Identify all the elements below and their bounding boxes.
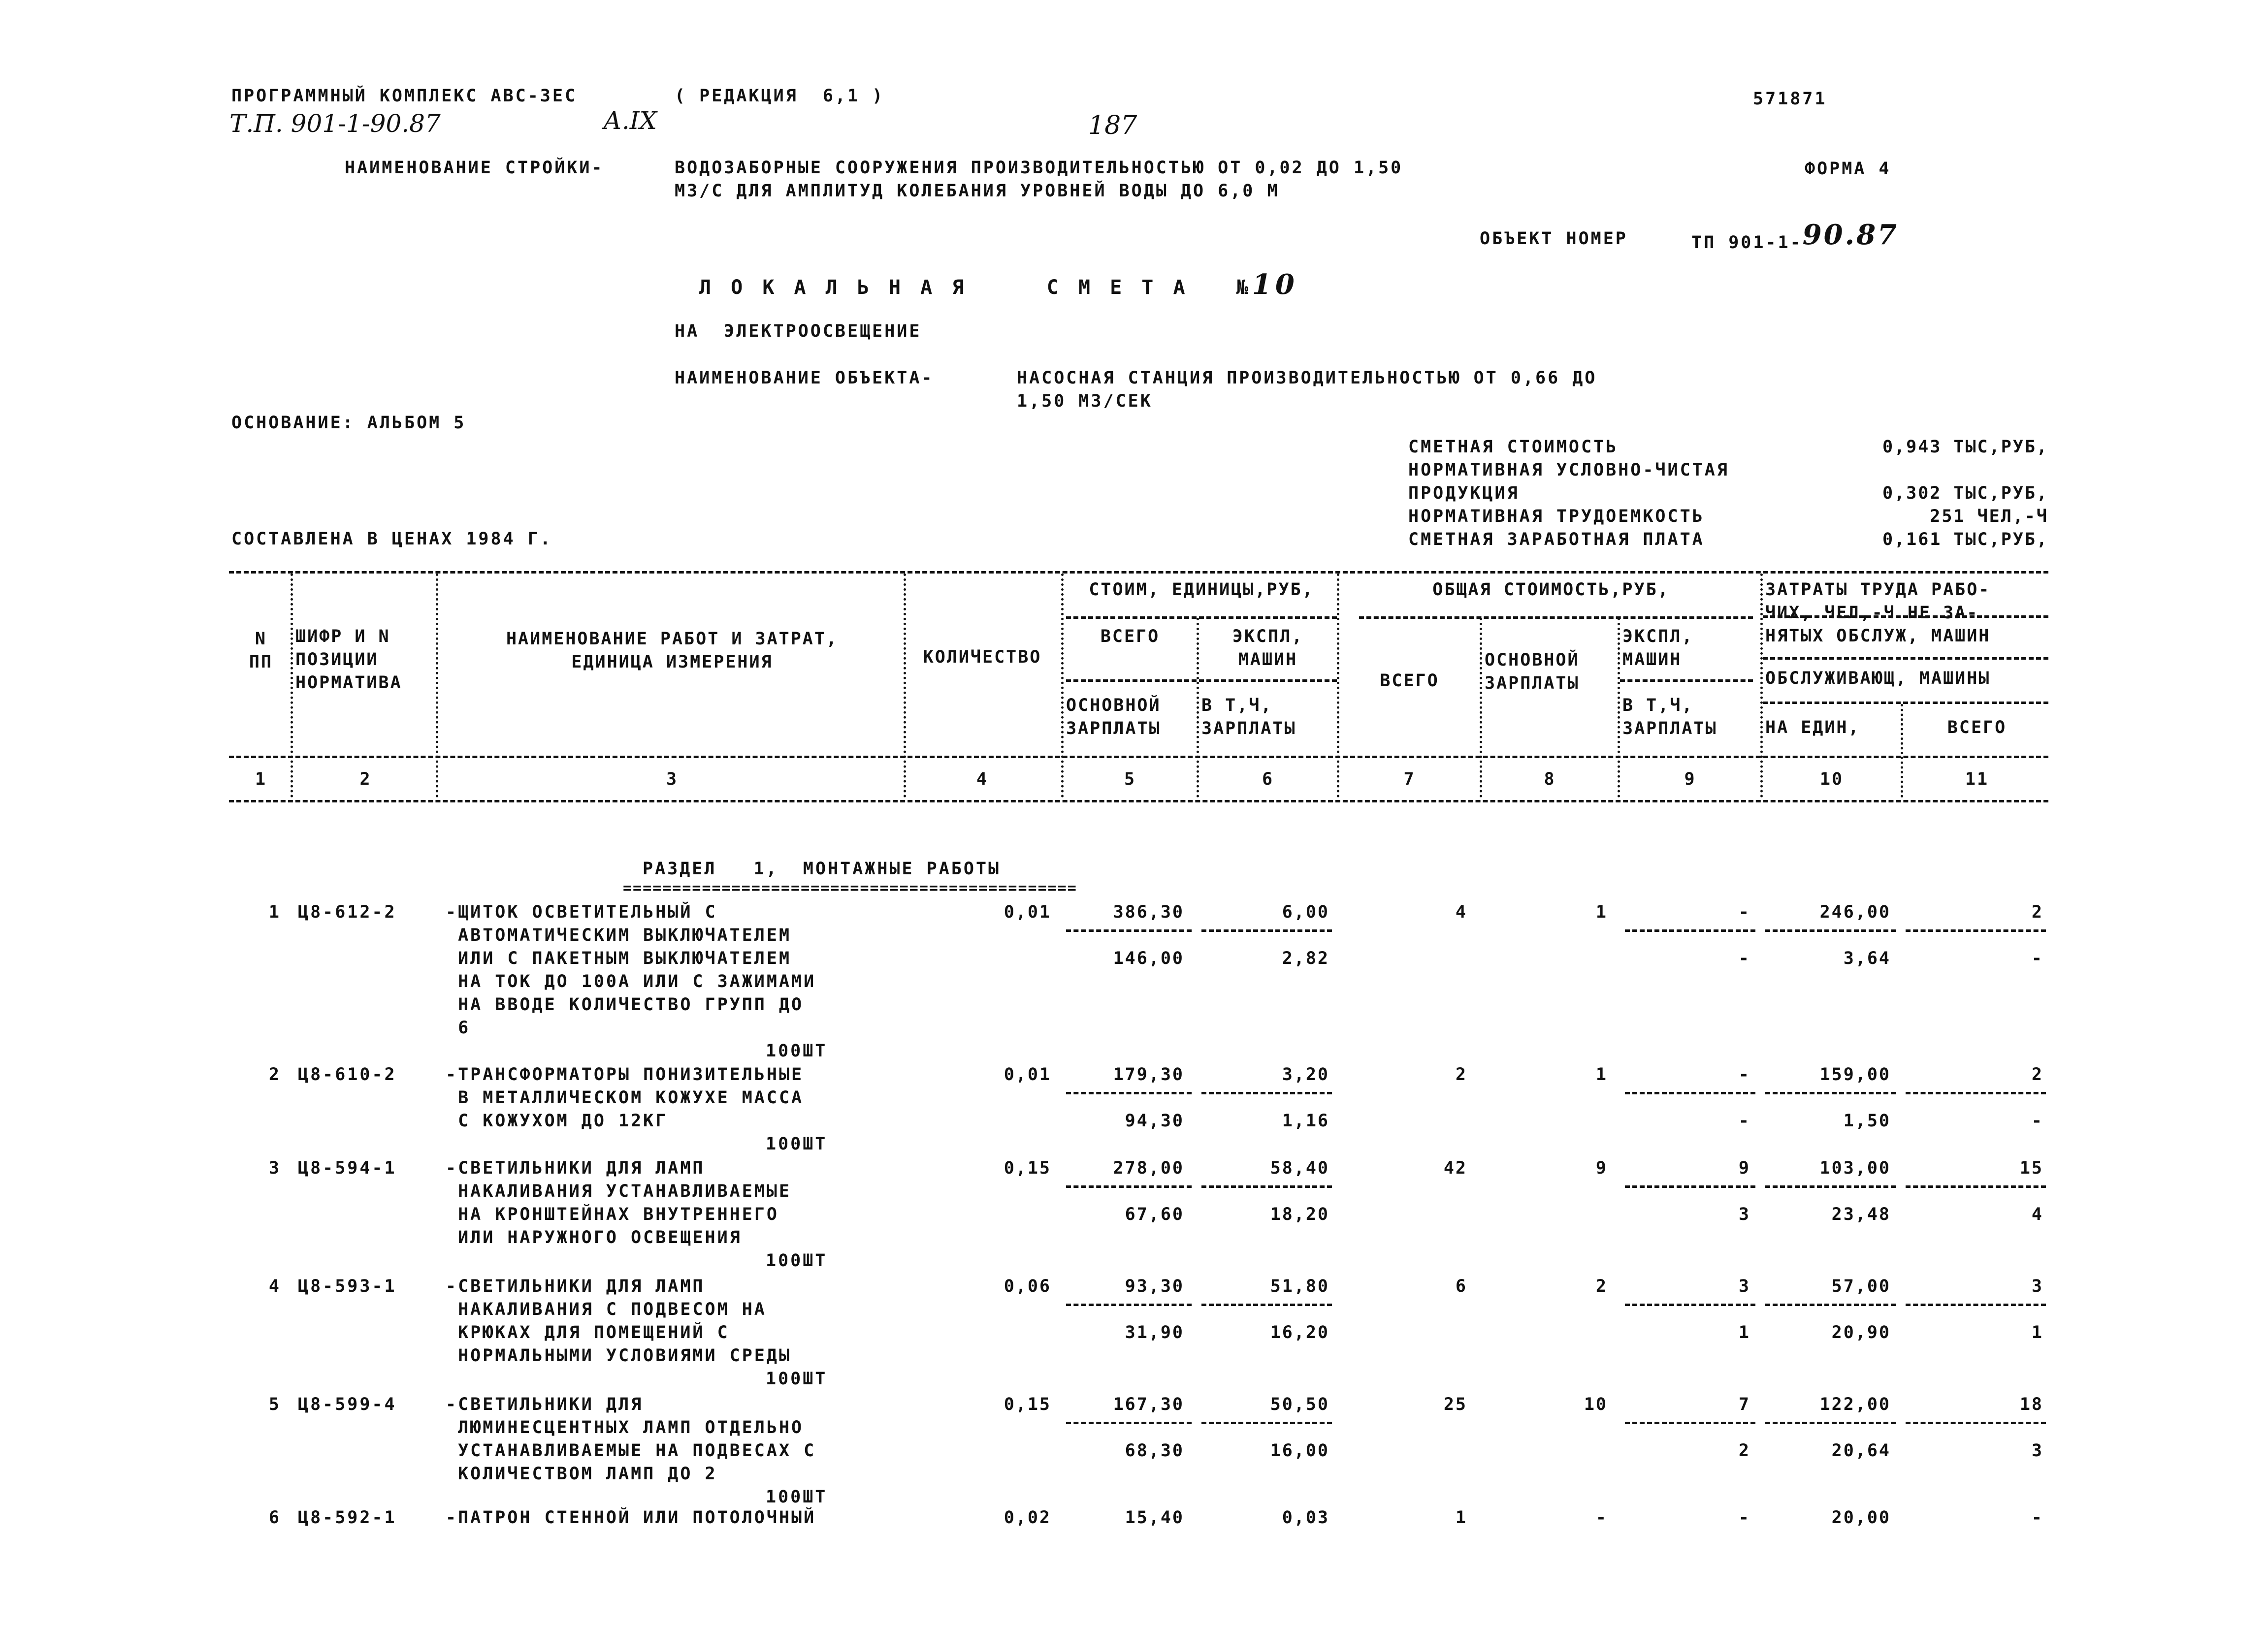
value-divider [1765,1185,1896,1188]
object-name-label: НАИМЕНОВАНИЕ ОБЪЕКТА- [675,368,934,388]
row-value-c8: - [1595,1508,1608,1528]
row-value-c10: 57,00 [1831,1277,1891,1296]
row-work-name: -ЩИТОК ОСВЕТИТЕЛЬНЫЙ С АВТОМАТИЧЕСКИМ ВЫКЛЮЧАТЕЛЕМ ИЛИ С ПАКЕТНЫМ ВЫКЛЮЧАТЕЛЕМ НА ТОК ДО 100А ИЛИ С ЗАЖИМАМИ НА ВВОДЕ КОЛИЧЕСТВО ГРУПП ДО 6 [446,902,816,1038]
value-divider [1201,1422,1332,1424]
row-unit: 100ШТ [766,1251,828,1271]
summary-label: СМЕТНАЯ ЗАРАБОТНАЯ ПЛАТА [1408,530,1705,549]
row-value-c11b: 1 [2031,1323,2043,1342]
object-number-handwritten: 90.87 [1802,219,1899,251]
row-value-c6b: 16,00 [1270,1441,1329,1461]
row-value-c6: 6,00 [1282,902,1329,922]
row-value-c10b: 23,48 [1831,1205,1891,1224]
row-value-c5b: 94,30 [1125,1111,1184,1131]
row-value-c7: 2 [1455,1065,1467,1085]
row-work-name: -СВЕТИЛЬНИКИ ДЛЯ ЛАМП НАКАЛИВАНИЯ УСТАНАВЛИВАЕМЫЕ НА КРОНШТЕЙНАХ ВНУТРЕННЕГО ИЛИ НАРУЖНОГО ОСВЕЩЕНИЯ [446,1158,792,1247]
col-number: 1 [255,769,267,789]
row-code: Ц8-612-2 [298,902,397,922]
row-code: Ц8-593-1 [298,1277,397,1296]
group-rule [1763,657,2048,660]
row-value-c5: 386,30 [1113,902,1184,922]
row-value-qty: 0,06 [1004,1277,1051,1296]
row-value-c5: 167,30 [1113,1395,1184,1414]
col-header-total-machines: ЭКСПЛ, МАШИН [1622,627,1694,670]
col-separator [904,574,906,798]
row-value-c5: 278,00 [1113,1158,1184,1178]
row-number: 6 [268,1508,281,1528]
value-divider [1066,1304,1192,1306]
row-number: 3 [268,1158,281,1178]
row-value-c5: 15,40 [1125,1508,1184,1528]
col-separator [1197,618,1199,798]
col-header-unit-machines: ЭКСПЛ, МАШИН [1232,627,1304,670]
row-value-c10: 103,00 [1819,1158,1891,1178]
row-value-c5: 93,30 [1125,1277,1184,1296]
row-value-c9: 7 [1738,1395,1750,1414]
col-number: 3 [666,769,679,789]
object-name-line-2: 1,50 М3/СЕК [1017,391,1153,411]
col-separator [1760,574,1763,798]
row-number: 2 [268,1065,281,1085]
col-header-total-salary: ОСНОВНОЙ ЗАРПЛАТЫ [1485,650,1580,693]
row-value-c11: - [2031,1508,2043,1528]
row-value-qty: 0,01 [1004,902,1051,922]
edition: ( РЕДАКЦИЯ 6,1 ) [675,86,885,106]
row-value-c11b: 3 [2031,1441,2043,1461]
row-value-c11: 18 [2019,1395,2043,1414]
section-underline: ============================================== [623,880,1077,897]
col-separator [1901,704,1903,798]
summary-label: НОРМАТИВНАЯ ТРУДОЕМКОСТЬ [1408,507,1705,526]
basis: ОСНОВАНИЕ: АЛЬБОМ 5 [231,413,466,433]
row-work-name: -СВЕТИЛЬНИКИ ДЛЯ ЛАМП НАКАЛИВАНИЯ С ПОДВЕСОМ НА КРЮКАХ ДЛЯ ПОМЕЩЕНИЙ С НОРМАЛЬНЫМИ УСЛОВИЯМИ СРЕДЫ [446,1277,792,1366]
group-header-labor-machines: ОБСЛУЖИВАЮЩ, МАШИНЫ [1765,669,1991,688]
row-value-c11: 3 [2031,1277,2043,1296]
value-divider [1906,929,2046,932]
value-divider [1201,1185,1332,1188]
row-value-qty: 0,01 [1004,1065,1051,1085]
row-value-c10b: 3,64 [1843,949,1891,968]
col-number: 2 [359,769,372,789]
row-value-c10b: 20,64 [1831,1441,1891,1461]
value-divider [1625,1422,1755,1424]
summary-value: 251 ЧЕЛ,-Ч [1930,507,2048,526]
estimate-number-handwritten: 10 [1252,268,1298,301]
row-value-c10: 246,00 [1819,902,1891,922]
row-value-c7: 4 [1455,902,1467,922]
value-divider [1906,1422,2046,1424]
group-rule [1066,616,1337,619]
document-title: Л О К А Л Ь Н А Я С М Е Т А №10 [699,268,1298,301]
row-code: Ц8-610-2 [298,1065,397,1085]
form-number: ФОРМА 4 [1805,159,1891,179]
col-header-total-machine-salary: В Т,Ч, ЗАРПЛАТЫ [1622,696,1717,738]
row-value-c9: - [1738,1065,1750,1085]
row-value-c10: 122,00 [1819,1395,1891,1414]
value-divider [1906,1092,2046,1094]
row-value-c6: 58,40 [1270,1158,1329,1178]
value-divider [1066,1185,1192,1188]
group-rule [1620,679,1753,682]
col-header-unit-machine-salary: В Т,Ч, ЗАРПЛАТЫ [1201,696,1296,738]
group-rule [1066,679,1337,682]
row-unit: 100ШТ [766,1134,828,1154]
col-number: 9 [1684,769,1696,789]
group-header-total-cost: ОБЩАЯ СТОИМОСТЬ,РУБ, [1432,580,1670,600]
col-header-unit-salary: ОСНОВНОЙ ЗАРПЛАТЫ [1066,696,1161,738]
row-value-c11: 2 [2031,902,2043,922]
row-work-name: -СВЕТИЛЬНИКИ ДЛЯ ЛЮМИНЕСЦЕНТНЫХ ЛАМП ОТДЕЛЬНО УСТАНАВЛИВАЕМЫЕ НА ПОДВЕСАХ С КОЛИЧЕСТВОМ ЛАМП ДО 2 [446,1395,816,1484]
value-divider [1201,929,1332,932]
col-separator [1618,618,1620,798]
value-divider [1906,1185,2046,1188]
row-code: Ц8-599-4 [298,1395,397,1414]
row-value-c7: 1 [1455,1508,1467,1528]
header-top-rule [229,571,2048,574]
object-label: ОБЪЕКТ НОМЕР [1480,229,1628,249]
value-divider [1201,1092,1332,1094]
row-value-c6: 0,03 [1282,1508,1329,1528]
section-title: РАЗДЕЛ 1, МОНТАЖНЫЕ РАБОТЫ [643,859,1001,879]
row-value-c9b: - [1738,1111,1750,1131]
row-value-c6: 3,20 [1282,1065,1329,1085]
row-value-c8: 1 [1595,1065,1608,1085]
row-code: Ц8-592-1 [298,1508,397,1528]
row-number: 1 [268,902,281,922]
row-value-c11: 2 [2031,1065,2043,1085]
summary-value: 0,161 ТЫС,РУБ, [1882,530,2048,549]
row-value-c11b: - [2031,1111,2043,1131]
value-divider [1066,1422,1192,1424]
row-unit: 100ШТ [766,1369,828,1389]
col-separator [1480,618,1482,798]
col-separator [1061,574,1064,798]
row-value-c6: 51,80 [1270,1277,1329,1296]
row-value-c9b: 2 [1738,1441,1750,1461]
row-work-name: -ТРАНСФОРМАТОРЫ ПОНИЗИТЕЛЬНЫЕ В МЕТАЛЛИЧЕСКОМ КОЖУХЕ МАССА С КОЖУХОМ ДО 12КГ [446,1065,804,1131]
summary-label: НОРМАТИВНАЯ УСЛОВНО-ЧИСТАЯ [1408,460,1729,480]
group-rule [1763,702,2048,704]
value-divider [1625,929,1755,932]
value-divider [1066,929,1192,932]
group-header-labor: ЗАТРАТЫ ТРУДА РАБО- ЧИХ, ЧЕЛ,-Ч НЕ ЗА- НЯТЫХ ОБСЛУЖ, МАШИН [1765,580,1991,646]
row-value-c6b: 2,82 [1282,949,1329,968]
row-value-c7: 42 [1443,1158,1467,1178]
value-divider [1625,1185,1755,1188]
row-value-c10b: 20,90 [1831,1323,1891,1342]
row-value-c5b: 31,90 [1125,1323,1184,1342]
col-number: 11 [1965,769,1989,789]
col-number: 10 [1819,769,1844,789]
row-value-qty: 0,15 [1004,1158,1051,1178]
col-separator [436,574,438,798]
col-separator [1337,574,1339,798]
value-divider [1201,1304,1332,1306]
document-subtitle: НА ЭЛЕКТРООСВЕЩЕНИЕ [675,321,922,341]
col-header-n: N ПП [249,629,273,672]
object-name-line-1: НАСОСНАЯ СТАНЦИЯ ПРОИЗВОДИТЕЛЬНОСТЬЮ ОТ 0,66 ДО [1017,368,1597,388]
handwritten-album: А.IX [603,106,657,135]
value-divider [1625,1092,1755,1094]
summary-label: ПРОДУКЦИЯ [1408,483,1520,503]
group-header-unit-cost: СТОИМ, ЕДИНИЦЫ,РУБ, [1089,580,1314,600]
group-rule [1359,616,1753,619]
value-divider [1765,1304,1896,1306]
row-value-c5b: 146,00 [1113,949,1184,968]
object-number: ТП 901-1-90.87 [1691,219,1899,253]
row-value-c9: - [1738,902,1750,922]
program-name: ПРОГРАММНЫЙ КОМПЛЕКС АВС-3ЕС [231,86,578,106]
col-number: 5 [1124,769,1136,789]
col-number: 6 [1262,769,1274,789]
handwritten-tp-number: Т.П. 901-1-90.87 [229,109,441,138]
row-unit: 100ШТ [766,1487,828,1507]
col-header-name: НАИМЕНОВАНИЕ РАБОТ И ЗАТРАТ, ЕДИНИЦА ИЗМЕРЕНИЯ [506,629,838,672]
row-value-c9b: - [1738,949,1750,968]
row-value-qty: 0,02 [1004,1508,1051,1528]
numbers-bottom-rule [229,800,2048,802]
row-value-c6: 50,50 [1270,1395,1329,1414]
col-header-unit-total: ВСЕГО [1100,627,1160,646]
row-value-c10: 159,00 [1819,1065,1891,1085]
row-code: Ц8-594-1 [298,1158,397,1178]
row-value-c9: 3 [1738,1277,1750,1296]
value-divider [1765,1092,1896,1094]
row-value-c9b: 1 [1738,1323,1750,1342]
row-value-c5b: 67,60 [1125,1205,1184,1224]
row-work-name: -ПАТРОН СТЕННОЙ ИЛИ ПОТОЛОЧНЫЙ [446,1508,816,1528]
col-separator [291,574,293,798]
header-bottom-rule [229,756,2048,758]
row-value-c10b: 1,50 [1843,1111,1891,1131]
row-value-c6b: 16,20 [1270,1323,1329,1342]
col-number: 7 [1403,769,1416,789]
prices-year: СОСТАВЛЕНА В ЦЕНАХ 1984 Г. [231,529,552,549]
row-value-c8: 9 [1595,1158,1608,1178]
row-value-c11b: - [2031,949,2043,968]
project-line-1: ВОДОЗАБОРНЫЕ СООРУЖЕНИЯ ПРОИЗВОДИТЕЛЬНОСТЬЮ ОТ 0,02 ДО 1,50 [675,158,1403,178]
summary-label: СМЕТНАЯ СТОИМОСТЬ [1408,437,1619,457]
row-value-c8: 10 [1584,1395,1608,1414]
row-value-c5b: 68,30 [1125,1441,1184,1461]
col-number: 4 [976,769,989,789]
row-value-c10: 20,00 [1831,1508,1891,1528]
row-value-c9: - [1738,1508,1750,1528]
col-number: 8 [1544,769,1556,789]
row-number: 5 [268,1395,281,1414]
col-header-labor-total: ВСЕГО [1947,718,2007,737]
row-value-c8: 1 [1595,902,1608,922]
row-value-qty: 0,15 [1004,1395,1051,1414]
row-unit: 100ШТ [766,1041,828,1061]
row-value-c9b: 3 [1738,1205,1750,1224]
value-divider [1066,1092,1192,1094]
row-value-c8: 2 [1595,1277,1608,1296]
col-header-labor-unit: НА ЕДИН, [1765,718,1860,737]
project-line-2: М3/С ДЛЯ АМПЛИТУД КОЛЕБАНИЯ УРОВНЕЙ ВОДЫ ДО 6,0 М [675,181,1280,201]
value-divider [1765,1422,1896,1424]
row-value-c11: 15 [2019,1158,2043,1178]
value-divider [1765,929,1896,932]
row-value-c7: 6 [1455,1277,1467,1296]
row-value-c5: 179,30 [1113,1065,1184,1085]
row-value-c7: 25 [1443,1395,1467,1414]
handwritten-page-number: 187 [1088,111,1137,140]
project-label: НАИМЕНОВАНИЕ СТРОЙКИ- [345,158,604,178]
row-number: 4 [268,1277,281,1296]
row-value-c9: 9 [1738,1158,1750,1178]
row-value-c6b: 1,16 [1282,1111,1329,1131]
value-divider [1625,1304,1755,1306]
row-value-c11b: 4 [2031,1205,2043,1224]
summary-value: 0,302 ТЫС,РУБ, [1882,483,2048,503]
col-header-code: ШИФР И N ПОЗИЦИИ НОРМАТИВА [295,627,402,693]
col-header-quantity: КОЛИЧЕСТВО [923,647,1042,667]
summary-value: 0,943 ТЫС,РУБ, [1882,437,2048,457]
document-code: 571871 [1753,89,1827,109]
col-header-total: ВСЕГО [1380,671,1439,691]
row-value-c6b: 18,20 [1270,1205,1329,1224]
value-divider [1906,1304,2046,1306]
